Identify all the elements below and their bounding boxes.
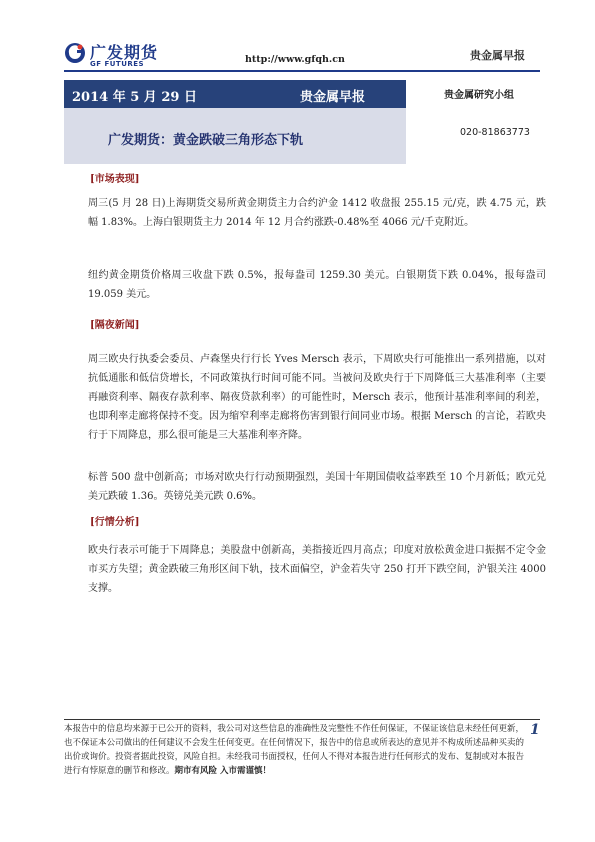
report-date: 2014 年 5 月 29 日: [72, 90, 197, 105]
header-divider: [64, 70, 540, 72]
logo-text-cn: 广发期货: [90, 43, 159, 62]
section-heading-analysis: [行情分析]: [90, 517, 140, 528]
website-url[interactable]: http://www.gfqh.cn: [245, 54, 345, 65]
analysis-paragraph-1: 欧央行表示可能于下周降息；美股盘中创新高，美指接近四月高点；印度对放松黄金进口振据不定令金市买方失望；黄金跌破三角形区间下轨，技术面偏空，沪金若失守 250 打开下跌空间，沪银关注 4000 支撑。: [88, 545, 546, 594]
report-title: 贵金属早报: [300, 90, 366, 105]
market-paragraph-1: 周三(5 月 28 日)上海期货交易所黄金期货主力合约沪金 1412 收盘报 255.15 元/克，跌 4.75 元，跌幅 1.83%。上海白银期货主力 2014 年 12 月合约涨跌-0.48%至 4066 元/千克附近。: [88, 198, 546, 228]
page-number: 1: [530, 722, 540, 738]
section-heading-overnight-news: [隔夜新闻]: [90, 320, 140, 331]
overnight-paragraph-1: 周三欧央行执委会委员、卢森堡央行行长 Yves Mersch 表示，下周欧央行可能推出一系列措施，以对抗低通胀和低信贷增长，不同政策执行时间可能不同。当被问及欧央行于下周降低三大基准利率（主要再融资利率、隔夜存款利率、隔夜贷款利率）的可能性时，Mersch 表示，他预计基准利率间的利差，也即利率走廊将保持不变。因为缩窄利率走廊将伤害到银行间同业市场。根据 Mersch 的言论，若欧央行于下周降息，那么很可能是三大基准利率齐降。: [88, 354, 546, 441]
section-heading-market: [市场表现]: [90, 174, 140, 185]
header-report-name: 贵金属早报: [470, 49, 525, 62]
market-paragraph-2: 纽约黄金期货价格周三收盘下跌 0.5%，报每盎司 1259.30 美元。白银期货下跌 0.04%，报每盎司 19.059 美元。: [88, 270, 546, 300]
risk-slogan: 期市有风险 入市需谨慎！: [174, 766, 271, 776]
overnight-paragraph-2: 标普 500 盘中创新高；市场对欧央行行动预期强烈，美国十年期国债收益率跌至 10 个月新低；欧元兑美元跌破 1.36。英镑兑美元跌 0.6%。: [88, 472, 546, 502]
contact-phone: 020-81863773: [460, 127, 530, 138]
logo-text-en: GF FUTURES: [90, 60, 145, 68]
disclaimer: [64, 722, 524, 778]
logo-mark-icon: [64, 42, 86, 64]
footer-divider: [64, 719, 540, 720]
research-team: 贵金属研究小组: [444, 90, 514, 101]
headline: 广发期货：黄金跌破三角形态下轨: [108, 133, 304, 148]
disclaimer-text: 本报告中的信息均来源于已公开的资料，我公司对这些信息的准确性及完整性不作任何保证，不保证该信息未经任何更新，也不保证本公司做出的任何建议不会发生任何变更。在任何情况下，报告中的信息或所表达的意见并不构成所述品种买卖的出价或询价。投资者据此投资，风险自担。未经我司书面授权，任何人不得对本报告进行任何形式的发布、复制或对本报告进行有悖原意的删节和修改。: [64, 724, 524, 776]
